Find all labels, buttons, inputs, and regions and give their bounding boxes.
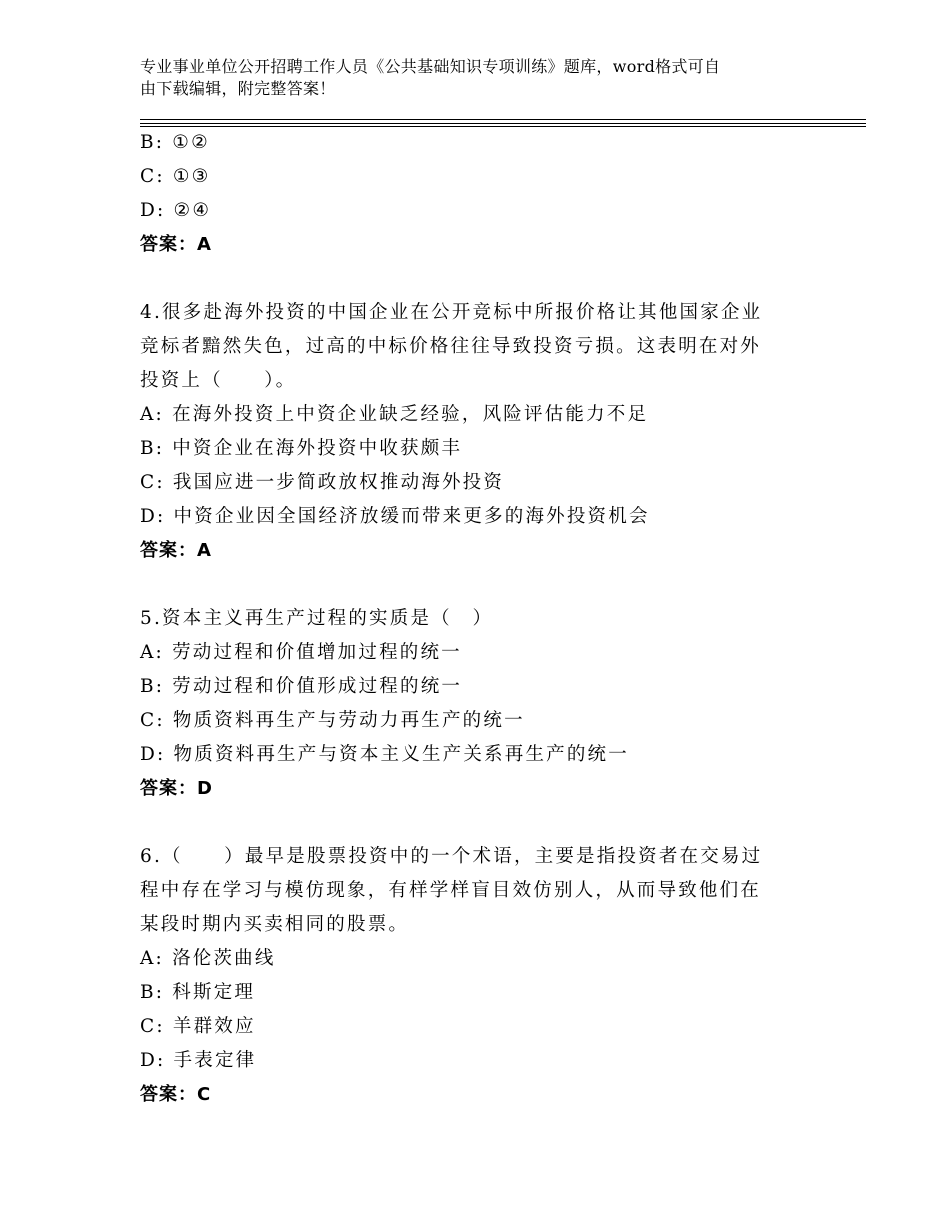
answer-label: 答案：D xyxy=(140,778,213,799)
option-d: D: 物质资料再生产与资本主义生产关系再生产的统一 xyxy=(140,744,629,765)
question-5 xyxy=(140,602,800,806)
option-c: C: 我国应进一步简政放权推动海外投资 xyxy=(140,472,505,493)
option-b: B: ①② xyxy=(140,132,210,153)
option-b: B: 科斯定理 xyxy=(140,982,256,1003)
header-line-2: 由下载编辑，附完整答案！ xyxy=(140,79,336,98)
question-list xyxy=(140,126,800,1112)
header-divider xyxy=(140,119,866,120)
option-d: D: 中资企业因全国经济放缓而带来更多的海外投资机会 xyxy=(140,506,650,527)
question-4 xyxy=(140,296,800,568)
option-b: B: 中资企业在海外投资中收获颇丰 xyxy=(140,438,463,459)
header-divider xyxy=(140,123,866,124)
question-3 xyxy=(140,126,800,262)
option-d: D: ②④ xyxy=(140,200,212,221)
question-stem: 投资上（ ）。 xyxy=(140,370,297,391)
option-b: B: 劳动过程和价值形成过程的统一 xyxy=(140,676,463,697)
header-line-1: 专业事业单位公开招聘工作人员《公共基础知识专项训练》题库，word格式可自 xyxy=(140,57,721,76)
question-stem: 6.（ ）最早是股票投资中的一个术语，主要是指投资者在交易过 xyxy=(140,846,763,867)
option-c: C: 羊群效应 xyxy=(140,1016,256,1037)
question-stem: 程中存在学习与模仿现象，有样学样盲目效仿别人，从而导致他们在 xyxy=(140,880,762,901)
question-stem: 4.很多赴海外投资的中国企业在公开竞标中所报价格让其他国家企业 xyxy=(140,302,763,323)
option-a: A: 在海外投资上中资企业缺乏经验，风险评估能力不足 xyxy=(140,404,649,425)
question-stem: 竞标者黯然失色，过高的中标价格往往导致投资亏损。这表明在对外 xyxy=(140,336,762,357)
question-stem: 5.资本主义再生产过程的实质是（ ） xyxy=(140,608,494,629)
option-c: C: ①③ xyxy=(140,166,211,187)
option-d: D: 手表定律 xyxy=(140,1050,257,1071)
answer-label: 答案：A xyxy=(140,540,212,561)
answer-label: 答案：A xyxy=(140,234,212,255)
page-header xyxy=(140,56,840,100)
question-6 xyxy=(140,840,800,1112)
answer-label: 答案：C xyxy=(140,1084,212,1105)
option-a: A: 洛伦茨曲线 xyxy=(140,948,276,969)
option-a: A: 劳动过程和价值增加过程的统一 xyxy=(140,642,462,663)
option-c: C: 物质资料再生产与劳动力再生产的统一 xyxy=(140,710,525,731)
question-stem: 某段时期内买卖相同的股票。 xyxy=(140,914,410,935)
